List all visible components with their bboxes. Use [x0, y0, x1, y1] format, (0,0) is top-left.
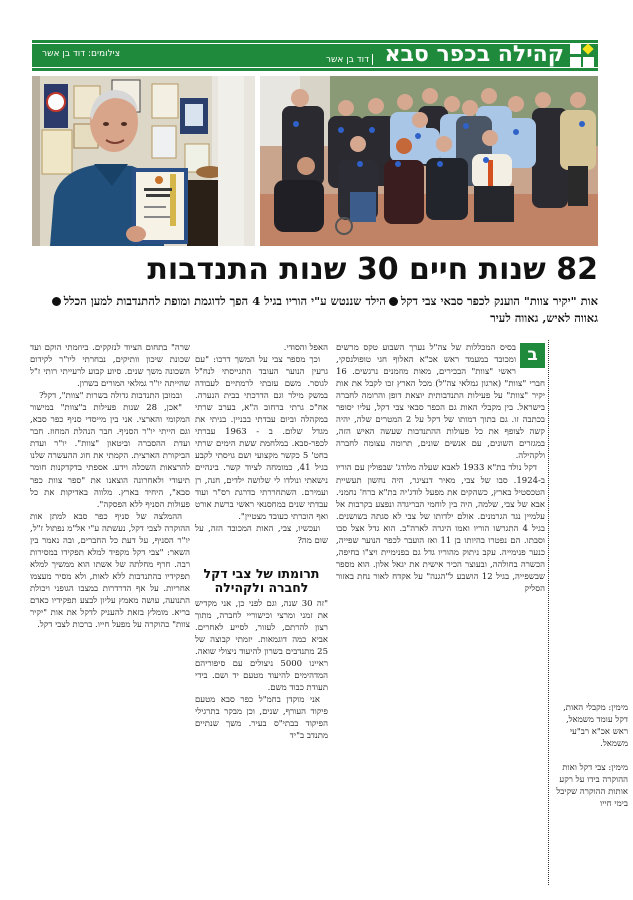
paragraph: ההמלצה של סניף כפר סבא למתן אות ההוקרה לצבי דקל, נעשתה ע"י אל"מ נפתול ז"ל, יו"ר הסניף, על דעת כל החברים, ובה נאמר בין השאר: "צבי דקל מקפיד למלא תפקידו במסירות רבה. חרף מחלתה של אשתו הוא ממשיך למלא תפקידיו בהתנדבות ללא לאות, ולא מסיר מעצמו אחריות. על אף הדרדרות במצבו הגופני ויכולת התנועה, עושה מאמץ עליון לבצע תפקידיו כאדם בריא. מומלץ בזאת להעניק לדקל את אות "יקיר צוות" כהוקרה על מפעל חייו. ברכות לצבי דקל. — [30, 511, 190, 631]
section-header-bar — [32, 40, 598, 71]
paragraph: שרה" בתחום הציוד לנזקקים. ביוזמתי הוקם ועד שכונת שיכון וותיקים, נבחרתי ליו"ר לקידום השכונה משך שנים. סיוע קבוע לרעייתי רותי ז"ל שהייתה יו"ר גמלאי המורים בשרון. — [30, 343, 190, 390]
article-headline: 82 שנות חיים 30 שנות התנדבות — [147, 252, 598, 287]
photo-man-with-certificate-image — [32, 76, 255, 246]
column-divider — [548, 340, 549, 885]
byline — [326, 54, 376, 65]
byline-separator — [372, 54, 373, 65]
subhead-part-2: הילד שננטש ע"י הוריו בגיל 4 הפך לדוגמת ומופת להתנדבות למען הכלל — [63, 294, 386, 308]
article-subheading: תרומתו של צבי דקל לחברה ולקהילה — [203, 565, 320, 595]
paragraph: האפל והסודי. — [283, 343, 328, 353]
paragraph: "זה 30 שנה, וגם לפני כן, אני מקדיש את זמני ומרצי וכישוריי לחברה, מתוך רצון להרתם, לעזור, לסייע לאחרים. אביא כמה דוגמאות. יזמתי קבוצה של 25 מתנדבים בשרון להיעוד ניצולי שואה. ראיינו 5000 ניצולים עם סיפוריהם המדהימים להיעוד מטעם יד ושם. בידי תעודת כבוד משם. — [195, 598, 328, 694]
paragraph: ועכשיו, צבי, האות המכובד הזה, על שום מה? — [195, 523, 328, 546]
bullet-icon — [52, 297, 61, 306]
photo-captions — [553, 702, 628, 822]
logo-square — [570, 57, 581, 67]
subhead-part-1: אות "יקיר צוות" הוענק לכפר סבאי צבי דקל — [400, 294, 598, 308]
logo-diamond — [582, 43, 593, 54]
byline-author: דוד בן אשר — [325, 55, 369, 65]
subhead-part-3: גאווה לאיש, גאווה לעיר — [490, 311, 598, 325]
paragraph: בסיס המכללות של צה"ל נערך השבוע טקס מרשים ומכובד במעמד ראש אכ"א האלוף חגי טופולנסקי, ראשי "צוות" הבכירים, מאות מוזמנים נרגשים. 16 חברי "צוות" (ארגון גמלאי צה"ל) מכל הארץ זכו לקבל את אות יקיר "צוות" על פעילות התנדבותית יוצאת דופן והרומה לחברה בישראל. בין מקבלי האות גם הכפר סבאי צבי דקל, עליו יסופר בכתבה זו. גם בתוך דמותו של דקל על 2 המטרים שלה, יהיה קשה לצופף את כל פעולות ההתנדבות שעשה האיש הזה, במגזרים השונים, עם אנשים שונים, תרומה עצומה לחברה ולקהילה. — [336, 343, 545, 462]
byline-underline — [304, 67, 376, 68]
article-column-2 — [195, 342, 328, 862]
photo-group-image — [260, 76, 598, 246]
photo-group-of-award-recipients — [260, 76, 598, 246]
paragraph: ובמובן התנדבות גדולה בשרות "צוות", דקל? — [39, 391, 182, 402]
caption-portrait-photo: מימין: צבי דקל ואות ההוקרה בידו על רקע אותות ההוקרה שקיבל בימי חייו — [556, 763, 628, 810]
logo-square — [583, 57, 594, 67]
drop-cap: ב — [520, 343, 545, 368]
article-subheadline — [28, 293, 598, 327]
photo-man-with-certificate — [32, 76, 255, 246]
photo-credit: צילומים: דוד בן אשר — [42, 49, 121, 59]
article-column-3 — [30, 342, 190, 842]
section-logo-icon — [570, 44, 594, 67]
paragraph: וכך מספר צבי על המשך דרכו: "עם גרעין הנוער העובד התגייסתי לנח"ל לגוסר. משם עזבתי לרמתיים לעבודה במשק מילר וגם הדרכתי בבית הנערה. אח"כ גרתי ברחוב ה"א, בערב שרתי במקהלה וביום עבדתי בבניין. בניתי את מגדל שלום. ב - 1963 עברתי לכפר-סבא. במלחמת ששת הימים שרתי בחט' 5 כקשר מקצועי ושם גויסתי לקבע בגיל 41, כמומחה לציוד קשר. בינהיים נישאתי ונולדו לי שלושה ילדים, חנה, רן ועמירם. השתחררתי בדרגת רס"ר ועוד עבדתי שנים במחסנאי ראשי ברשת אורט ואף הוכרתי כעובד מצטיין". — [195, 355, 328, 522]
logo-square — [570, 44, 581, 54]
paragraph: דקל נולד בת"א 1933 לאבא שעלה מלודג' שבפולין עם הוריו ב-1924. סבו של צבי, מאיר דנציגר, היה נחשון תעשיית הטכסטיל בארץ, כשהקים את מפעל לודג'יה בת"א ברח' נחמני. אבא של צבי, שלמה, היה בין לוחמי הבריגדה ונפצע בקרבות אל עלמיין נגד הגרמנים. אולם ילדותו של צבי לא סגתה בשושנים. בגיל 4 התגרשו הוריו ואמו היגרה לארה"ב. הוא גדל אצל סבו וסבתו. הם נפטרו בהיותו בן 11 ואז הועבר לכפר הנוער שפייה, כנער פנימייה. עקב ניתוק מהוריו גדל גם בפנימיית ויצ"ו בחיפה, הכשרה בחולהה, ובעוצר הכיר אישית את יגאל אלון. הוא מספר שבשפייה, בגיל 12 הושבע ל"הגנה" על אקדח לאור נחת באזור הסליק — [336, 463, 545, 594]
section-title: קהילה בכפר סבא — [384, 42, 564, 67]
caption-group-photo: מימין: מקבלי האות, דקל עומד משמאל, ראש אכ"א רב"עי משמאל. — [563, 703, 628, 750]
bullet-icon — [389, 297, 398, 306]
paragraph: אני מוקדן בחמ"ל כפר סבא מטעם פיקוד העורף, שנים, וכן מבקר בתרגילי הפיקוד בבתי"ס בעיר. משך שנתיים מתנדב ב"יד — [195, 695, 328, 742]
article-column-1 — [336, 342, 545, 882]
paragraph: "אכן, 28 שנות פעילות ב"צוות" במישור המקומי והארצי. אני בין מייסדי סניף כפר סבא, וגם הייתי יו"ר הסניף. חבר הנהלת המחוז. חבר ועדת ההסברה וביטאון "צוות". יו"ר ועדת הביקורת הארצית. הקמתי את חוג ההעשרה שלנו להרצאות השכלה וידע. אספתי בדקדקנות חומר תיעודי ולאחרונה הוצאנו את "ספר צוות כפר סבא", היחיד בארץ. מלווה באדיקות את כל פעולות הסניף ללא הפסקה". — [30, 403, 190, 510]
